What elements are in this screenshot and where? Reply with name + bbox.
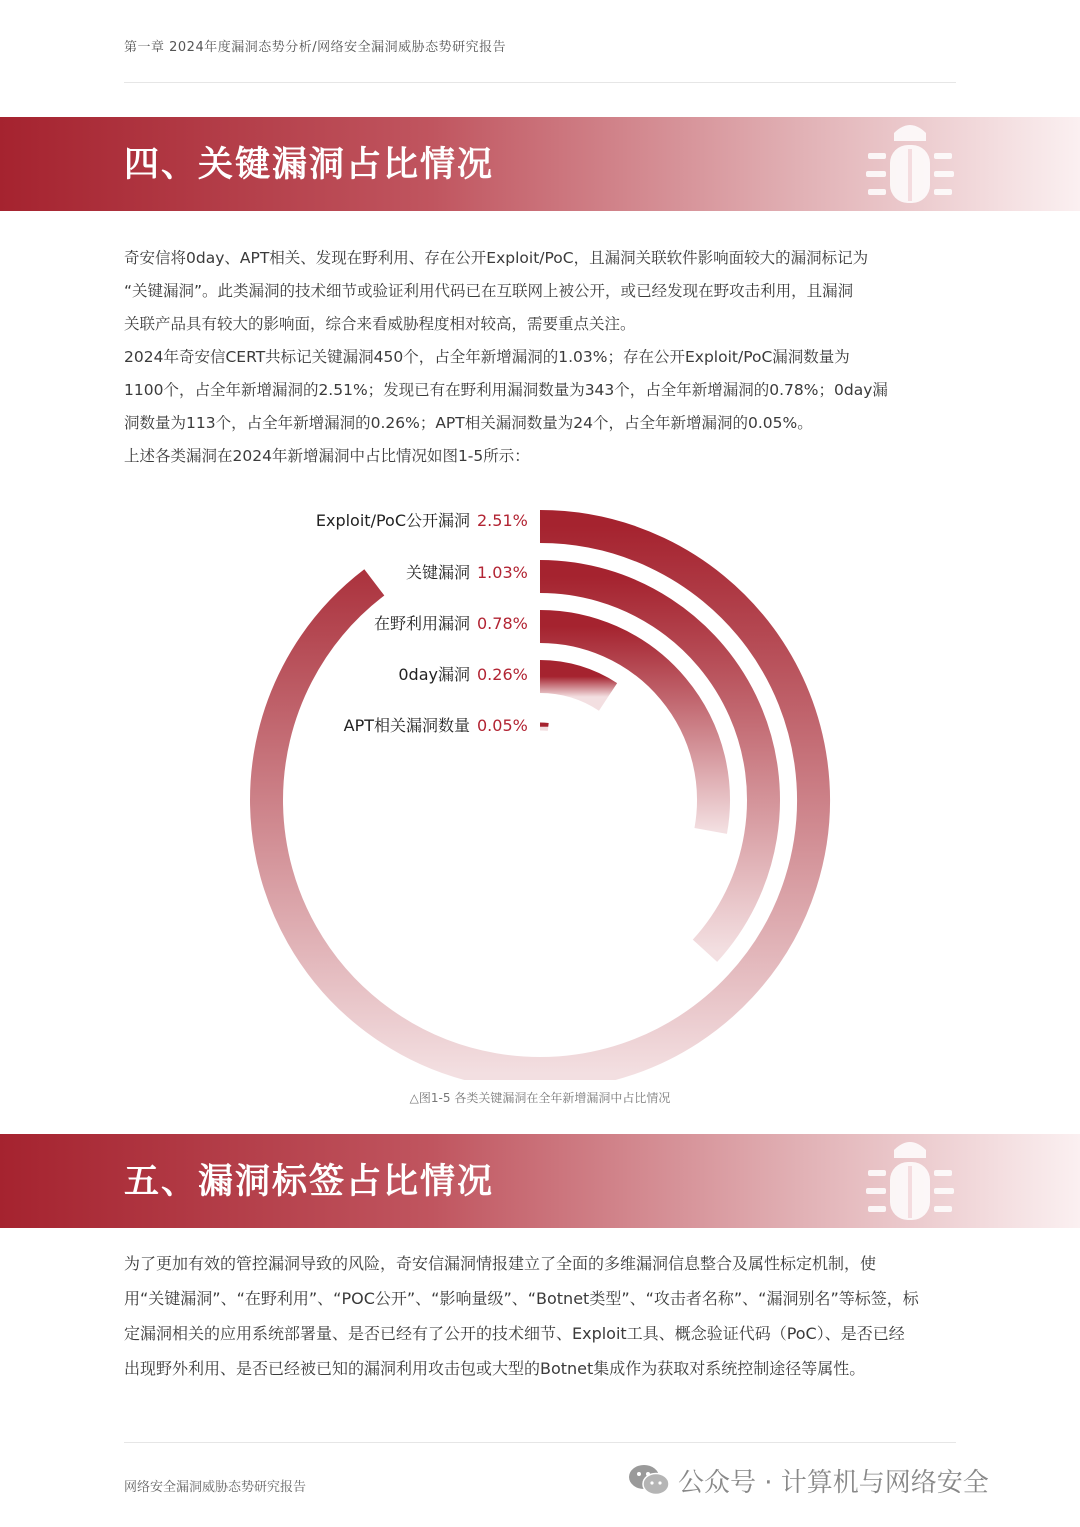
section-5-paragraph	[124, 1246, 960, 1386]
paragraph-line: 用“关键漏洞”、“在野利用”、“POC公开”、“影响量级”、“Botnet类型”、“攻击者名称”、“漏洞别名”等标签，标	[124, 1289, 919, 1308]
chart-arc	[267, 527, 814, 1074]
paragraph-line: 关联产品具有较大的影响面，综合来看威胁程度相对较高，需要重点关注。	[124, 315, 636, 333]
page-footer: 网络安全漏洞威胁态势研究报告	[124, 1480, 307, 1495]
watermark-text: 公众号 · 计算机与网络安全	[678, 1467, 989, 1498]
chart-category-label: APT相关漏洞数量	[343, 716, 470, 735]
chart-value-label: 0.05%	[477, 716, 528, 735]
section-4-banner	[0, 117, 1080, 211]
paragraph-line: 奇安信将0day、APT相关、发现在野利用、存在公开Exploit/PoC，且漏洞关联软件影响面较大的漏洞标记为	[124, 249, 869, 267]
chart-category-label: 0day漏洞	[398, 665, 470, 684]
page-header: 第一章 2024年度漏洞态势分析/网络安全漏洞威胁态势研究报告	[124, 40, 507, 55]
section-5-title: 五、漏洞标签占比情况	[124, 1162, 495, 1202]
section-4-title: 四、关键漏洞占比情况	[124, 145, 495, 185]
section-5-banner	[0, 1134, 1080, 1228]
chart-category-label: Exploit/PoC公开漏洞	[315, 511, 470, 530]
section-4-paragraph	[124, 242, 960, 473]
wechat-icon	[628, 1462, 670, 1498]
paragraph-line: 1100个，占全年新增漏洞的2.51%；发现已有在野利用漏洞数量为343个，占全年新增漏洞的0.78%；0day漏	[124, 381, 888, 399]
paragraph-line: 定漏洞相关的应用系统部署量、是否已经有了公开的技术细节、Exploit工具、概念验证代码（PoC）、是否已经	[124, 1324, 905, 1343]
chart-category-label: 关键漏洞	[405, 563, 470, 582]
paragraph-line: 为了更加有效的管控漏洞导致的风险，奇安信漏洞情报建立了全面的多维漏洞信息整合及属性标定机制，使	[124, 1254, 877, 1273]
footer-divider	[124, 1442, 956, 1443]
watermark	[628, 1460, 989, 1500]
chart-value-label: 1.03%	[477, 563, 528, 582]
paragraph-line: “关键漏洞”。此类漏洞的技术细节或验证利用代码已在互联网上被公开，或已经发现在野攻击利用，且漏洞	[124, 282, 854, 300]
chart-value-label: 2.51%	[477, 511, 528, 530]
chart-arc	[540, 677, 608, 697]
paragraph-line: 上述各类漏洞在2024年新增漏洞中占比情况如图1-5所示：	[124, 447, 530, 465]
figure-caption: △图1-5 各类关键漏洞在全年新增漏洞中占比情况	[409, 1091, 671, 1105]
chart-arc	[540, 627, 713, 831]
paragraph-line: 出现野外利用、是否已经被已知的漏洞利用攻击包或大型的Botnet集成作为获取对系统控制途径等属性。	[124, 1359, 866, 1378]
bug-icon	[864, 119, 956, 209]
chart-value-label: 0.26%	[477, 665, 528, 684]
paragraph-line: 2024年奇安信CERT共标记关键漏洞450个，占全年新增漏洞的1.03%；存在公开Exploit/PoC漏洞数量为	[124, 348, 850, 366]
header-divider	[124, 82, 956, 83]
radial-bar-chart	[0, 490, 1080, 1080]
bug-icon	[864, 1136, 956, 1226]
chart-value-label: 0.78%	[477, 614, 528, 633]
chart-category-label: 在野利用漏洞	[373, 614, 470, 633]
paragraph-line: 洞数量为113个，占全年新增漏洞的0.26%；APT相关漏洞数量为24个，占全年新增漏洞的0.05%。	[124, 414, 813, 432]
